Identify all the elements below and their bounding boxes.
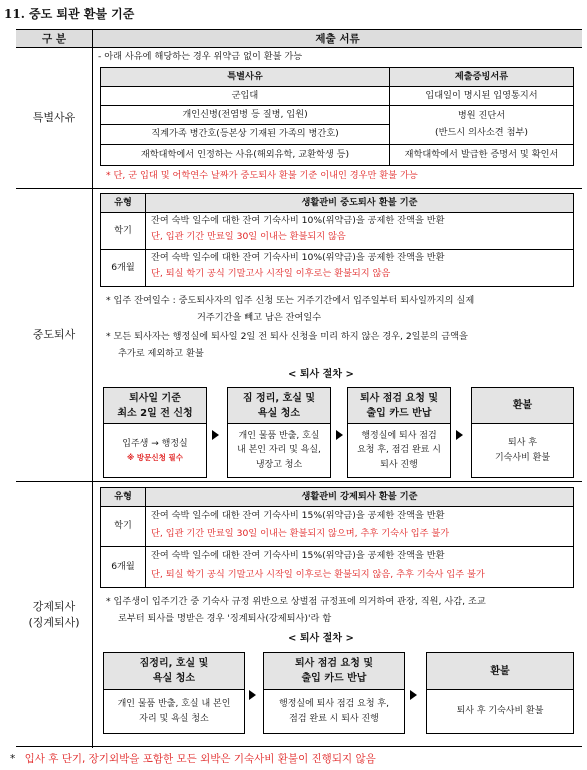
table-cell: 입대일이 명시된 입영통지서: [425, 89, 538, 101]
divider: [101, 212, 573, 213]
step-title-line: 퇴사일 기준: [129, 392, 181, 404]
step-title-line: 최소 2일 전 신청: [117, 407, 193, 419]
forced-bullet: * 입주생이 입주기간 중 기숙사 규정 위반으로 상벌점 규정표에 의거하여 관장, 직원, 사감, 조교: [106, 596, 486, 607]
step-desc: 개인 물품 반출, 호실: [238, 430, 320, 441]
step-desc: 퇴사 진행: [380, 459, 418, 470]
step-desc: 냉장고 청소: [255, 459, 303, 470]
step-title-line: 퇴사 점검 요청 및: [359, 392, 439, 404]
special-reasons-table: [100, 67, 574, 166]
step-title-line: 출입 카드 반납: [366, 407, 432, 419]
special-intro: - 아래 사유에 해당하는 경우 위약금 없이 환불 가능: [98, 51, 303, 62]
table-header-type: 유형: [114, 490, 132, 502]
midway-bullet-2-cont: 추가로 제외하고 환불: [118, 348, 204, 359]
special-note: * 단, 군 입대 및 어학연수 날짜가 중도퇴사 환불 기준 이내인 경우만 환불 가능: [106, 170, 418, 181]
step-title-line: 욕실 청소: [257, 407, 301, 419]
step-desc: 개인 물품 반출, 호실 내 본인: [117, 699, 231, 710]
step-note-visit-required: ※ 방문신청 필수: [127, 452, 183, 462]
footnote: [10, 751, 376, 766]
step-desc: 퇴사 후 기숙사비 환불: [456, 706, 544, 717]
criteria-exception: 단, 퇴실 학기 공식 기말고사 시작일 이후로는 환불되지 않음: [151, 268, 391, 279]
divider: [145, 488, 146, 587]
criteria-exception: 단, 입관 기간 만료일 30일 이내는 환불되지 않음: [151, 231, 346, 242]
header-category: 구 분: [16, 30, 92, 47]
table-cell: 재학대학에서 인정하는 사유(해외유학, 교환학생 등): [140, 148, 350, 160]
step-desc: 퇴사 후: [508, 438, 537, 449]
row-label-forced: [16, 482, 92, 748]
page-title: 11. 중도 퇴관 환불 기준: [4, 7, 135, 21]
midway-step-4-body: [471, 424, 574, 478]
criteria-line: 잔여 숙박 일수에 대한 잔여 기숙사비 15%(위약금)을 공제한 잔액을 반환: [151, 550, 445, 561]
forced-step-1-title: [103, 652, 245, 690]
midway-bullet-2: * 모든 퇴사자는 행정실에 퇴사일 2일 전 퇴사 신청을 미리 하지 않은 경우, 2일분의 금액을: [106, 331, 468, 342]
midway-step-4-title: [471, 387, 574, 424]
step-title-line: 퇴사 점검 요청 및: [294, 658, 374, 669]
row-label-forced-sub: (징계퇴사): [28, 616, 80, 629]
step-desc: 행정실에 퇴사 점검: [361, 430, 437, 441]
row-label-special: 특별사유: [32, 110, 76, 124]
arrow-right-icon: [456, 430, 463, 440]
step-desc: 요청 후, 점검 완료 시: [357, 445, 441, 456]
divider: [16, 47, 582, 48]
step-desc: 입주생 → 행정실: [122, 439, 188, 450]
step-desc: 점검 완료 시 퇴사 진행: [289, 713, 379, 724]
midway-step-1-body: [103, 424, 207, 478]
arrow-right-icon: [212, 430, 219, 440]
step-title-line: 출입 카드 반납: [301, 673, 367, 684]
table-cell: 재학대학에서 발급한 증명서 및 확인서: [404, 148, 559, 160]
criteria-line: 잔여 숙박 일수에 대한 잔여 기숙사비 15%(위약금)을 공제한 잔액을 반환: [151, 510, 445, 521]
table-cell: 병원 진단서: [457, 109, 506, 121]
midway-step-2-title: [227, 387, 331, 424]
table-cell: 개인신병(전염병 등 질병, 입원): [182, 108, 308, 120]
criteria-exception: 단, 입관 기간 만료일 30일 이내는 환불되지 않으며, 추후 기숙사 입주 불가: [151, 528, 450, 539]
step-title-line: 욕실 청소: [152, 673, 196, 684]
step-desc: 기숙사비 환불: [494, 452, 551, 463]
forced-step-2-title: [263, 652, 405, 690]
forced-procedure-title: < 퇴사 절차 >: [288, 633, 354, 644]
table-cell: (반드시 의사소견 첨부): [435, 127, 528, 139]
table-header-criteria: 생활관비 강제퇴사 환불 기준: [301, 490, 418, 502]
forced-refund-table: [100, 487, 574, 588]
step-desc: 내 본인 자리 및 욕실,: [237, 445, 321, 456]
divider: [16, 188, 582, 189]
forced-step-3-title: [426, 652, 574, 690]
step-title-line: 짐 정리, 호실 및: [242, 392, 316, 404]
forced-bullet-cont: 로부터 퇴사를 명받은 경우 '징계퇴사(강제퇴사)'라 함: [118, 613, 332, 624]
step-desc: 자리 및 욕실 청소: [139, 713, 209, 724]
type-six-months: 6개월: [111, 560, 135, 572]
divider: [16, 481, 582, 482]
midway-step-1-title: [103, 387, 207, 424]
step-title-line: 짐정리, 호실 및: [139, 658, 209, 669]
midway-bullet-1-cont: 거주기간을 빼고 남은 잔여일수: [197, 312, 322, 323]
midway-procedure-title: < 퇴사 절차 >: [288, 369, 354, 380]
arrow-right-icon: [249, 690, 256, 700]
table-header-criteria: 생활관비 중도퇴사 환불 기준: [301, 196, 418, 208]
divider: [101, 249, 573, 250]
forced-step-1-body: [103, 690, 245, 734]
divider: [145, 194, 146, 286]
step-title-line: 환불: [490, 665, 510, 677]
criteria-line: 잔여 숙박 일수에 대한 잔여 기숙사비 10%(위약금)을 공제한 잔액을 반환: [151, 252, 445, 263]
table-cell: 직계가족 병간호(등본상 기재된 가족의 병간호): [151, 128, 339, 140]
footnote-star: *: [10, 753, 16, 765]
midway-refund-table: [100, 193, 574, 287]
type-six-months: 6개월: [111, 261, 135, 273]
divider: [101, 546, 573, 547]
header-documents: 제출 서류: [93, 30, 582, 47]
criteria-exception: 단, 퇴실 학기 공식 기말고사 시작일 이후로는 환불되지 않음, 추후 기숙사 입주 불가: [151, 569, 485, 580]
midway-step-3-title: [347, 387, 451, 424]
midway-step-2-body: [227, 424, 331, 478]
table-header-proof: 제출증빙서류: [454, 70, 509, 82]
step-title-line: 환불: [512, 400, 533, 411]
type-semester: 학기: [114, 224, 132, 236]
table-header-reason: 특별사유: [227, 70, 263, 82]
midway-bullet-1: * 입주 잔여일수 : 중도퇴사자의 입주 신청 또는 거주기간에서 입주일부터 퇴사일까지의 실제: [106, 295, 475, 306]
forced-step-2-body: [263, 690, 405, 734]
criteria-line: 잔여 숙박 일수에 대한 잔여 기숙사비 10%(위약금)을 공제한 잔액을 반환: [151, 215, 445, 226]
type-semester: 학기: [114, 520, 132, 532]
row-label-forced-main: 강제퇴사: [32, 599, 76, 613]
midway-step-3-body: [347, 424, 451, 478]
divider: [101, 506, 573, 507]
forced-step-3-body: [426, 690, 574, 734]
table-header-type: 유형: [114, 196, 132, 208]
table-cell: 군입대: [231, 89, 259, 101]
arrow-right-icon: [336, 430, 343, 440]
divider: [92, 30, 93, 748]
row-label-midway: 중도퇴사: [32, 327, 76, 341]
arrow-right-icon: [410, 690, 417, 700]
footnote-text: 입사 후 단기, 장기외박을 포함한 모든 외박은 기숙사비 환불이 진행되지 않음: [24, 753, 376, 765]
step-desc: 행정실에 퇴사 점검 요청 후,: [279, 699, 389, 710]
